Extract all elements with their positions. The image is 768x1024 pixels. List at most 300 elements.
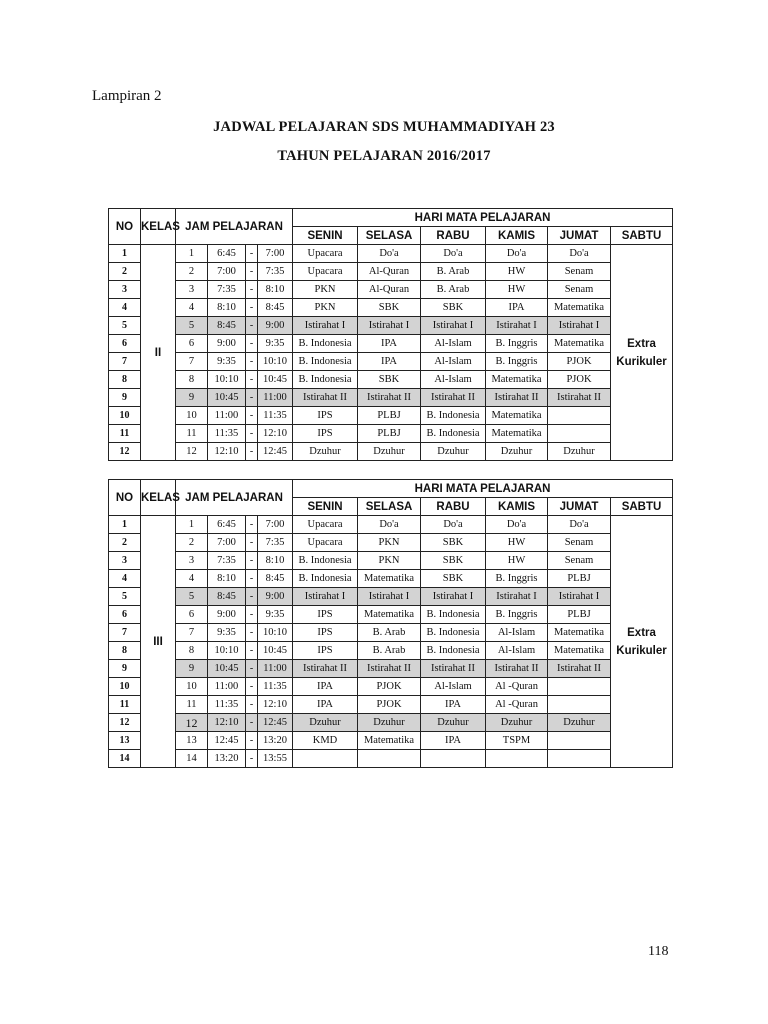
- subject-rabu: Do'a: [421, 516, 486, 534]
- row-number: 6: [109, 606, 141, 624]
- subject-selasa: PLBJ: [358, 407, 421, 425]
- row-number: 8: [109, 642, 141, 660]
- header-hari-mata-pelajaran: HARI MATA PELAJARAN: [293, 209, 673, 227]
- header-hari-mata-pelajaran: HARI MATA PELAJARAN: [293, 480, 673, 498]
- subject-selasa: IPA: [358, 335, 421, 353]
- subject-rabu: Al-Islam: [421, 371, 486, 389]
- start-time: 7:35: [208, 281, 246, 299]
- subject-rabu: Al-Islam: [421, 353, 486, 371]
- subject-selasa: Matematika: [358, 570, 421, 588]
- subject-selasa: Istirahat II: [358, 389, 421, 407]
- subject-rabu: Istirahat II: [421, 660, 486, 678]
- table-row: [109, 245, 673, 263]
- subject-kamis: Istirahat II: [486, 389, 548, 407]
- header-kelas: KELAS: [141, 209, 176, 245]
- header-day-selasa: SELASA: [358, 227, 421, 245]
- subject-senin: Upacara: [293, 245, 358, 263]
- time-separator: -: [246, 570, 258, 588]
- row-number: 5: [109, 588, 141, 606]
- row-number: 11: [109, 425, 141, 443]
- subject-rabu: B. Indonesia: [421, 624, 486, 642]
- subject-selasa: B. Arab: [358, 642, 421, 660]
- end-time: 12:10: [258, 696, 293, 714]
- subject-selasa: PJOK: [358, 696, 421, 714]
- time-separator: -: [246, 552, 258, 570]
- start-time: 9:00: [208, 606, 246, 624]
- time-separator: -: [246, 335, 258, 353]
- subject-jumat: Senam: [548, 263, 611, 281]
- subject-senin: B. Indonesia: [293, 570, 358, 588]
- header-jam-pelajaran: JAM PELAJARAN: [176, 480, 293, 516]
- table-row: [109, 281, 673, 299]
- row-number: 6: [109, 335, 141, 353]
- row-number: 9: [109, 660, 141, 678]
- subject-jumat: PJOK: [548, 353, 611, 371]
- period-index: 12: [176, 443, 208, 461]
- end-time: 10:10: [258, 624, 293, 642]
- subject-jumat: Istirahat II: [548, 660, 611, 678]
- subject-kamis: Matematika: [486, 371, 548, 389]
- subject-jumat: Matematika: [548, 624, 611, 642]
- table-row: [109, 389, 673, 407]
- subject-selasa: PJOK: [358, 678, 421, 696]
- subject-selasa: SBK: [358, 299, 421, 317]
- row-number: 7: [109, 624, 141, 642]
- period-index: 11: [176, 696, 208, 714]
- subject-jumat: Dzuhur: [548, 443, 611, 461]
- time-separator: -: [246, 281, 258, 299]
- table-row: [109, 588, 673, 606]
- subject-senin: Istirahat II: [293, 660, 358, 678]
- table-row: [109, 534, 673, 552]
- end-time: 12:45: [258, 443, 293, 461]
- time-separator: -: [246, 443, 258, 461]
- page-number: 118: [648, 944, 669, 959]
- table-row: [109, 678, 673, 696]
- start-time: 11:35: [208, 425, 246, 443]
- subject-selasa: Istirahat I: [358, 588, 421, 606]
- subject-senin: Istirahat I: [293, 588, 358, 606]
- document-subtitle: TAHUN PELAJARAN 2016/2017: [277, 148, 491, 164]
- subject-selasa: [358, 750, 421, 768]
- time-separator: -: [246, 714, 258, 732]
- start-time: 11:35: [208, 696, 246, 714]
- row-number: 4: [109, 299, 141, 317]
- start-time: 12:45: [208, 732, 246, 750]
- row-number: 8: [109, 371, 141, 389]
- time-separator: -: [246, 678, 258, 696]
- table-row: [109, 660, 673, 678]
- row-number: 11: [109, 696, 141, 714]
- header-jam-pelajaran: JAM PELAJARAN: [176, 209, 293, 245]
- start-time: 12:10: [208, 443, 246, 461]
- subject-kamis: B. Inggris: [486, 570, 548, 588]
- start-time: 9:35: [208, 353, 246, 371]
- row-number: 4: [109, 570, 141, 588]
- period-index: 6: [176, 606, 208, 624]
- subject-kamis: HW: [486, 552, 548, 570]
- table-row: [109, 642, 673, 660]
- subject-kamis: [486, 750, 548, 768]
- schedule-table-kelas-iii: [108, 479, 673, 768]
- row-number: 9: [109, 389, 141, 407]
- subject-selasa: PLBJ: [358, 425, 421, 443]
- time-separator: -: [246, 389, 258, 407]
- row-number: 14: [109, 750, 141, 768]
- row-number: 7: [109, 353, 141, 371]
- period-index: 13: [176, 732, 208, 750]
- subject-jumat: [548, 407, 611, 425]
- period-index: 12: [176, 714, 208, 732]
- row-number: 10: [109, 678, 141, 696]
- row-number: 2: [109, 263, 141, 281]
- subject-jumat: Istirahat I: [548, 588, 611, 606]
- subject-kamis: HW: [486, 281, 548, 299]
- subject-senin: Dzuhur: [293, 443, 358, 461]
- header-no: NO: [109, 480, 141, 516]
- subject-rabu: IPA: [421, 696, 486, 714]
- time-separator: -: [246, 317, 258, 335]
- subject-rabu: Dzuhur: [421, 443, 486, 461]
- row-number: 1: [109, 245, 141, 263]
- end-time: 9:35: [258, 335, 293, 353]
- end-time: 11:00: [258, 660, 293, 678]
- subject-senin: IPS: [293, 642, 358, 660]
- row-number: 3: [109, 552, 141, 570]
- time-separator: -: [246, 750, 258, 768]
- subject-kamis: HW: [486, 534, 548, 552]
- header-day-selasa: SELASA: [358, 498, 421, 516]
- period-index: 7: [176, 353, 208, 371]
- subject-jumat: Senam: [548, 534, 611, 552]
- subject-selasa: Do'a: [358, 516, 421, 534]
- time-separator: -: [246, 425, 258, 443]
- subject-rabu: Dzuhur: [421, 714, 486, 732]
- period-index: 5: [176, 317, 208, 335]
- table-row: [109, 750, 673, 768]
- start-time: 12:10: [208, 714, 246, 732]
- start-time: 8:45: [208, 588, 246, 606]
- subject-jumat: Matematika: [548, 642, 611, 660]
- start-time: 10:45: [208, 389, 246, 407]
- subject-selasa: PKN: [358, 552, 421, 570]
- subject-senin: Dzuhur: [293, 714, 358, 732]
- period-index: 10: [176, 678, 208, 696]
- subject-kamis: Matematika: [486, 407, 548, 425]
- period-index: 8: [176, 371, 208, 389]
- end-time: 12:10: [258, 425, 293, 443]
- end-time: 7:00: [258, 245, 293, 263]
- end-time: 8:45: [258, 299, 293, 317]
- subject-jumat: PLBJ: [548, 570, 611, 588]
- time-separator: -: [246, 606, 258, 624]
- subject-kamis: Dzuhur: [486, 443, 548, 461]
- subject-selasa: Matematika: [358, 606, 421, 624]
- sabtu-extra-kurikuler: Extra Kurikuler: [611, 516, 673, 768]
- end-time: 9:35: [258, 606, 293, 624]
- header-no: NO: [109, 209, 141, 245]
- subject-senin: IPS: [293, 425, 358, 443]
- sabtu-extra-kurikuler: Extra Kurikuler: [611, 245, 673, 461]
- subject-jumat: Senam: [548, 281, 611, 299]
- start-time: 10:45: [208, 660, 246, 678]
- time-separator: -: [246, 407, 258, 425]
- subject-senin: B. Indonesia: [293, 552, 358, 570]
- start-time: 8:10: [208, 299, 246, 317]
- subject-jumat: Do'a: [548, 516, 611, 534]
- table-row: [109, 696, 673, 714]
- row-number: 13: [109, 732, 141, 750]
- end-time: 9:00: [258, 317, 293, 335]
- end-time: 10:10: [258, 353, 293, 371]
- table-row: [109, 552, 673, 570]
- period-index: 5: [176, 588, 208, 606]
- subject-kamis: Al-Islam: [486, 642, 548, 660]
- header-day-kamis: KAMIS: [486, 498, 548, 516]
- period-index: 6: [176, 335, 208, 353]
- header-day-senin: SENIN: [293, 227, 358, 245]
- header-row: [109, 480, 673, 498]
- end-time: 11:35: [258, 678, 293, 696]
- table-row: [109, 732, 673, 750]
- table-row: [109, 606, 673, 624]
- period-index: 8: [176, 642, 208, 660]
- period-index: 3: [176, 552, 208, 570]
- period-index: 9: [176, 389, 208, 407]
- subject-senin: [293, 750, 358, 768]
- period-index: 14: [176, 750, 208, 768]
- period-index: 11: [176, 425, 208, 443]
- subject-senin: B. Indonesia: [293, 335, 358, 353]
- subject-rabu: Istirahat II: [421, 389, 486, 407]
- subject-jumat: [548, 750, 611, 768]
- table-row: [109, 299, 673, 317]
- kelas-cell: II: [141, 245, 176, 461]
- kelas-cell: III: [141, 516, 176, 768]
- time-separator: -: [246, 299, 258, 317]
- subject-rabu: B. Indonesia: [421, 407, 486, 425]
- schedule-table-kelas-ii: [108, 208, 673, 461]
- subject-rabu: Do'a: [421, 245, 486, 263]
- subject-kamis: Dzuhur: [486, 714, 548, 732]
- start-time: 7:00: [208, 534, 246, 552]
- subject-jumat: Dzuhur: [548, 714, 611, 732]
- document-title: JADWAL PELAJARAN SDS MUHAMMADIYAH 23: [213, 119, 555, 135]
- table-row: [109, 407, 673, 425]
- subject-rabu: Istirahat I: [421, 317, 486, 335]
- subject-jumat: Istirahat I: [548, 317, 611, 335]
- end-time: 13:20: [258, 732, 293, 750]
- header-kelas: KELAS: [141, 480, 176, 516]
- row-number: 10: [109, 407, 141, 425]
- subject-kamis: B. Inggris: [486, 335, 548, 353]
- header-day-rabu: RABU: [421, 498, 486, 516]
- subject-selasa: Do'a: [358, 245, 421, 263]
- time-separator: -: [246, 516, 258, 534]
- period-index: 2: [176, 534, 208, 552]
- row-number: 12: [109, 443, 141, 461]
- subject-kamis: Al -Quran: [486, 678, 548, 696]
- end-time: 9:00: [258, 588, 293, 606]
- subject-rabu: Al-Islam: [421, 335, 486, 353]
- subject-kamis: Do'a: [486, 245, 548, 263]
- subject-jumat: [548, 425, 611, 443]
- subject-kamis: B. Inggris: [486, 606, 548, 624]
- start-time: 10:10: [208, 642, 246, 660]
- subject-jumat: Do'a: [548, 245, 611, 263]
- appendix-label: Lampiran 2: [92, 88, 162, 104]
- end-time: 11:35: [258, 407, 293, 425]
- time-separator: -: [246, 732, 258, 750]
- subject-rabu: B. Indonesia: [421, 606, 486, 624]
- period-index: 3: [176, 281, 208, 299]
- start-time: 9:00: [208, 335, 246, 353]
- table-row: [109, 263, 673, 281]
- table-row: [109, 624, 673, 642]
- subject-jumat: Istirahat II: [548, 389, 611, 407]
- subject-senin: PKN: [293, 281, 358, 299]
- table-row: [109, 353, 673, 371]
- subject-senin: KMD: [293, 732, 358, 750]
- subject-senin: IPA: [293, 696, 358, 714]
- subject-senin: B. Indonesia: [293, 371, 358, 389]
- subject-selasa: Dzuhur: [358, 443, 421, 461]
- table-row: [109, 570, 673, 588]
- table-row: [109, 443, 673, 461]
- subject-selasa: PKN: [358, 534, 421, 552]
- subject-senin: IPS: [293, 407, 358, 425]
- period-index: 10: [176, 407, 208, 425]
- header-day-jumat: JUMAT: [548, 498, 611, 516]
- start-time: 9:35: [208, 624, 246, 642]
- subject-jumat: [548, 678, 611, 696]
- subject-rabu: B. Indonesia: [421, 425, 486, 443]
- header-day-senin: SENIN: [293, 498, 358, 516]
- subject-kamis: TSPM: [486, 732, 548, 750]
- subject-kamis: Al -Quran: [486, 696, 548, 714]
- time-separator: -: [246, 624, 258, 642]
- end-time: 8:10: [258, 281, 293, 299]
- time-separator: -: [246, 534, 258, 552]
- table-row: [109, 425, 673, 443]
- start-time: 8:10: [208, 570, 246, 588]
- start-time: 6:45: [208, 516, 246, 534]
- start-time: 7:35: [208, 552, 246, 570]
- subject-rabu: Istirahat I: [421, 588, 486, 606]
- header-day-sabtu: SABTU: [611, 498, 673, 516]
- subject-kamis: HW: [486, 263, 548, 281]
- row-number: 1: [109, 516, 141, 534]
- subject-selasa: Matematika: [358, 732, 421, 750]
- period-index: 1: [176, 516, 208, 534]
- period-index: 7: [176, 624, 208, 642]
- subject-jumat: PLBJ: [548, 606, 611, 624]
- time-separator: -: [246, 660, 258, 678]
- start-time: 10:10: [208, 371, 246, 389]
- subject-senin: Istirahat II: [293, 389, 358, 407]
- time-separator: -: [246, 353, 258, 371]
- time-separator: -: [246, 263, 258, 281]
- subject-rabu: SBK: [421, 570, 486, 588]
- subject-rabu: SBK: [421, 552, 486, 570]
- subject-rabu: [421, 750, 486, 768]
- period-index: 1: [176, 245, 208, 263]
- subject-jumat: [548, 696, 611, 714]
- subject-selasa: Al-Quran: [358, 281, 421, 299]
- subject-rabu: IPA: [421, 732, 486, 750]
- subject-selasa: Dzuhur: [358, 714, 421, 732]
- table-row: [109, 335, 673, 353]
- header-day-rabu: RABU: [421, 227, 486, 245]
- subject-kamis: Istirahat II: [486, 660, 548, 678]
- end-time: 8:45: [258, 570, 293, 588]
- end-time: 11:00: [258, 389, 293, 407]
- row-number: 3: [109, 281, 141, 299]
- start-time: 7:00: [208, 263, 246, 281]
- time-separator: -: [246, 696, 258, 714]
- subject-kamis: Do'a: [486, 516, 548, 534]
- subject-jumat: Matematika: [548, 335, 611, 353]
- start-time: 11:00: [208, 407, 246, 425]
- subject-jumat: [548, 732, 611, 750]
- subject-selasa: Istirahat II: [358, 660, 421, 678]
- row-number: 2: [109, 534, 141, 552]
- time-separator: -: [246, 245, 258, 263]
- start-time: 8:45: [208, 317, 246, 335]
- header-row: [109, 209, 673, 227]
- start-time: 13:20: [208, 750, 246, 768]
- end-time: 12:45: [258, 714, 293, 732]
- start-time: 6:45: [208, 245, 246, 263]
- start-time: 11:00: [208, 678, 246, 696]
- subject-rabu: B. Indonesia: [421, 642, 486, 660]
- subject-jumat: PJOK: [548, 371, 611, 389]
- subject-senin: Upacara: [293, 516, 358, 534]
- header-day-kamis: KAMIS: [486, 227, 548, 245]
- subject-kamis: Istirahat I: [486, 317, 548, 335]
- time-separator: -: [246, 642, 258, 660]
- subject-senin: Upacara: [293, 534, 358, 552]
- subject-rabu: B. Arab: [421, 263, 486, 281]
- header-day-sabtu: SABTU: [611, 227, 673, 245]
- end-time: 10:45: [258, 371, 293, 389]
- table-row: [109, 317, 673, 335]
- period-index: 9: [176, 660, 208, 678]
- subject-rabu: SBK: [421, 299, 486, 317]
- subject-senin: Istirahat I: [293, 317, 358, 335]
- subject-selasa: IPA: [358, 353, 421, 371]
- end-time: 8:10: [258, 552, 293, 570]
- subject-senin: IPS: [293, 606, 358, 624]
- subject-kamis: IPA: [486, 299, 548, 317]
- table-row: [109, 516, 673, 534]
- subject-kamis: Al-Islam: [486, 624, 548, 642]
- row-number: 12: [109, 714, 141, 732]
- subject-kamis: B. Inggris: [486, 353, 548, 371]
- period-index: 4: [176, 299, 208, 317]
- header-day-jumat: JUMAT: [548, 227, 611, 245]
- end-time: 13:55: [258, 750, 293, 768]
- subject-selasa: SBK: [358, 371, 421, 389]
- subject-selasa: Istirahat I: [358, 317, 421, 335]
- row-number: 5: [109, 317, 141, 335]
- subject-senin: Upacara: [293, 263, 358, 281]
- subject-selasa: Al-Quran: [358, 263, 421, 281]
- subject-rabu: B. Arab: [421, 281, 486, 299]
- subject-kamis: Matematika: [486, 425, 548, 443]
- subject-senin: IPS: [293, 624, 358, 642]
- subject-senin: B. Indonesia: [293, 353, 358, 371]
